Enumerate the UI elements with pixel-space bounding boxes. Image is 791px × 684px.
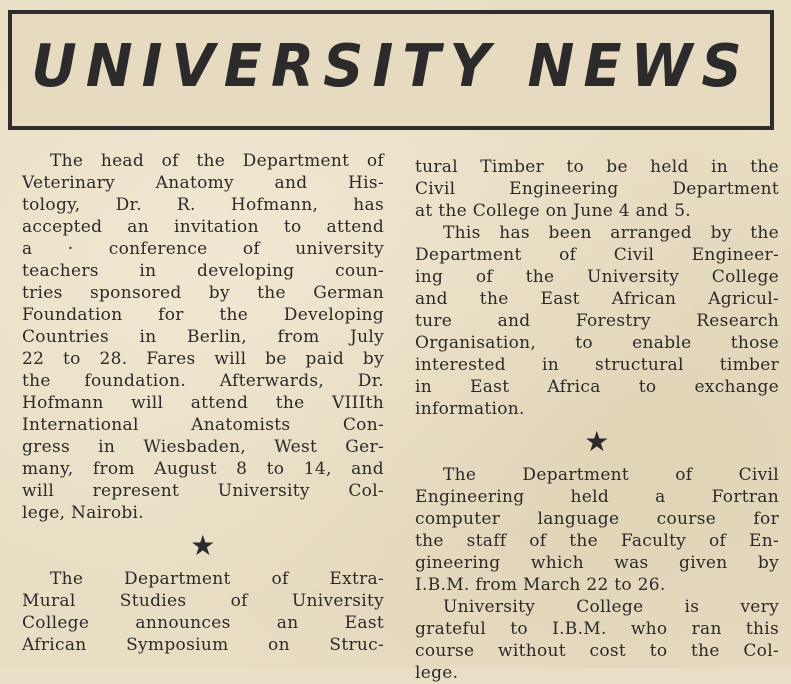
text-line: Countries in Berlin, from July — [22, 327, 384, 347]
text-line: This has been arranged by the — [443, 223, 779, 243]
text-line: accepted an invitation to attend — [22, 217, 384, 237]
text-line: I.B.M. from March 22 to 26. — [415, 575, 666, 595]
text-line: course without cost to the Col- — [415, 641, 779, 661]
text-line: The Department of Extra- — [50, 569, 384, 589]
text-line: computer language course for — [415, 509, 779, 529]
masthead-box — [8, 10, 774, 130]
text-line: Department of Civil Engineer- — [415, 245, 779, 265]
left-column — [22, 150, 384, 656]
text-line: ing of the University College — [415, 267, 779, 287]
text-line: tries sponsored by the German — [22, 283, 384, 303]
article-hofmann — [22, 150, 384, 524]
right-column — [415, 156, 779, 684]
text-line: lege. — [415, 663, 459, 683]
text-line: a · conference of university — [22, 239, 384, 259]
text-line: interested in structural timber — [415, 355, 779, 375]
text-line: gineering which was given by — [415, 553, 779, 573]
article-symposium — [22, 568, 384, 656]
text-line: will represent University Col- — [22, 481, 384, 501]
text-line: tology, Dr. R. Hofmann, has — [22, 195, 384, 215]
masthead-title: UNIVERSITY NEWS — [31, 32, 751, 101]
text-line: Engineering held a Fortran — [415, 487, 779, 507]
text-line: teachers in developing coun- — [22, 261, 384, 281]
text-line: College announces an East — [22, 613, 384, 633]
star-separator-icon: ★ — [584, 425, 610, 458]
text-line: 22 to 28. Fares will be paid by — [22, 349, 384, 369]
text-line: Hofmann will attend the VIIIth — [22, 393, 384, 413]
text-line: The Department of Civil — [443, 465, 779, 485]
text-line: the staff of the Faculty of En- — [415, 531, 779, 551]
article-symposium-continued — [415, 156, 779, 420]
article-fortran-course — [415, 464, 779, 684]
text-line: gress in Wiesbaden, West Ger- — [22, 437, 384, 457]
text-line: ture and Forestry Research — [415, 311, 779, 331]
text-line: in East Africa to exchange — [415, 377, 779, 397]
text-line: Veterinary Anatomy and His- — [22, 173, 384, 193]
text-line: Mural Studies of University — [22, 591, 384, 611]
text-line: The head of the Department of — [50, 151, 384, 171]
text-line: lege, Nairobi. — [22, 503, 144, 523]
star-separator-icon: ★ — [190, 529, 216, 562]
text-line: information. — [415, 399, 525, 419]
text-line: tural Timber to be held in the — [415, 157, 779, 177]
text-line: Civil Engineering Department — [415, 179, 779, 199]
text-line: and the East African Agricul- — [415, 289, 779, 309]
text-line: International Anatomists Con- — [22, 415, 384, 435]
text-line: Foundation for the Developing — [22, 305, 384, 325]
text-line: African Symposium on Struc- — [22, 635, 384, 655]
text-line: many, from August 8 to 14, and — [22, 459, 384, 479]
text-line: University College is very — [443, 597, 779, 617]
text-line: Organisation, to enable those — [415, 333, 779, 353]
text-line: grateful to I.B.M. who ran this — [415, 619, 779, 639]
text-line: at the College on June 4 and 5. — [415, 201, 692, 221]
text-line: the foundation. Afterwards, Dr. — [22, 371, 384, 391]
